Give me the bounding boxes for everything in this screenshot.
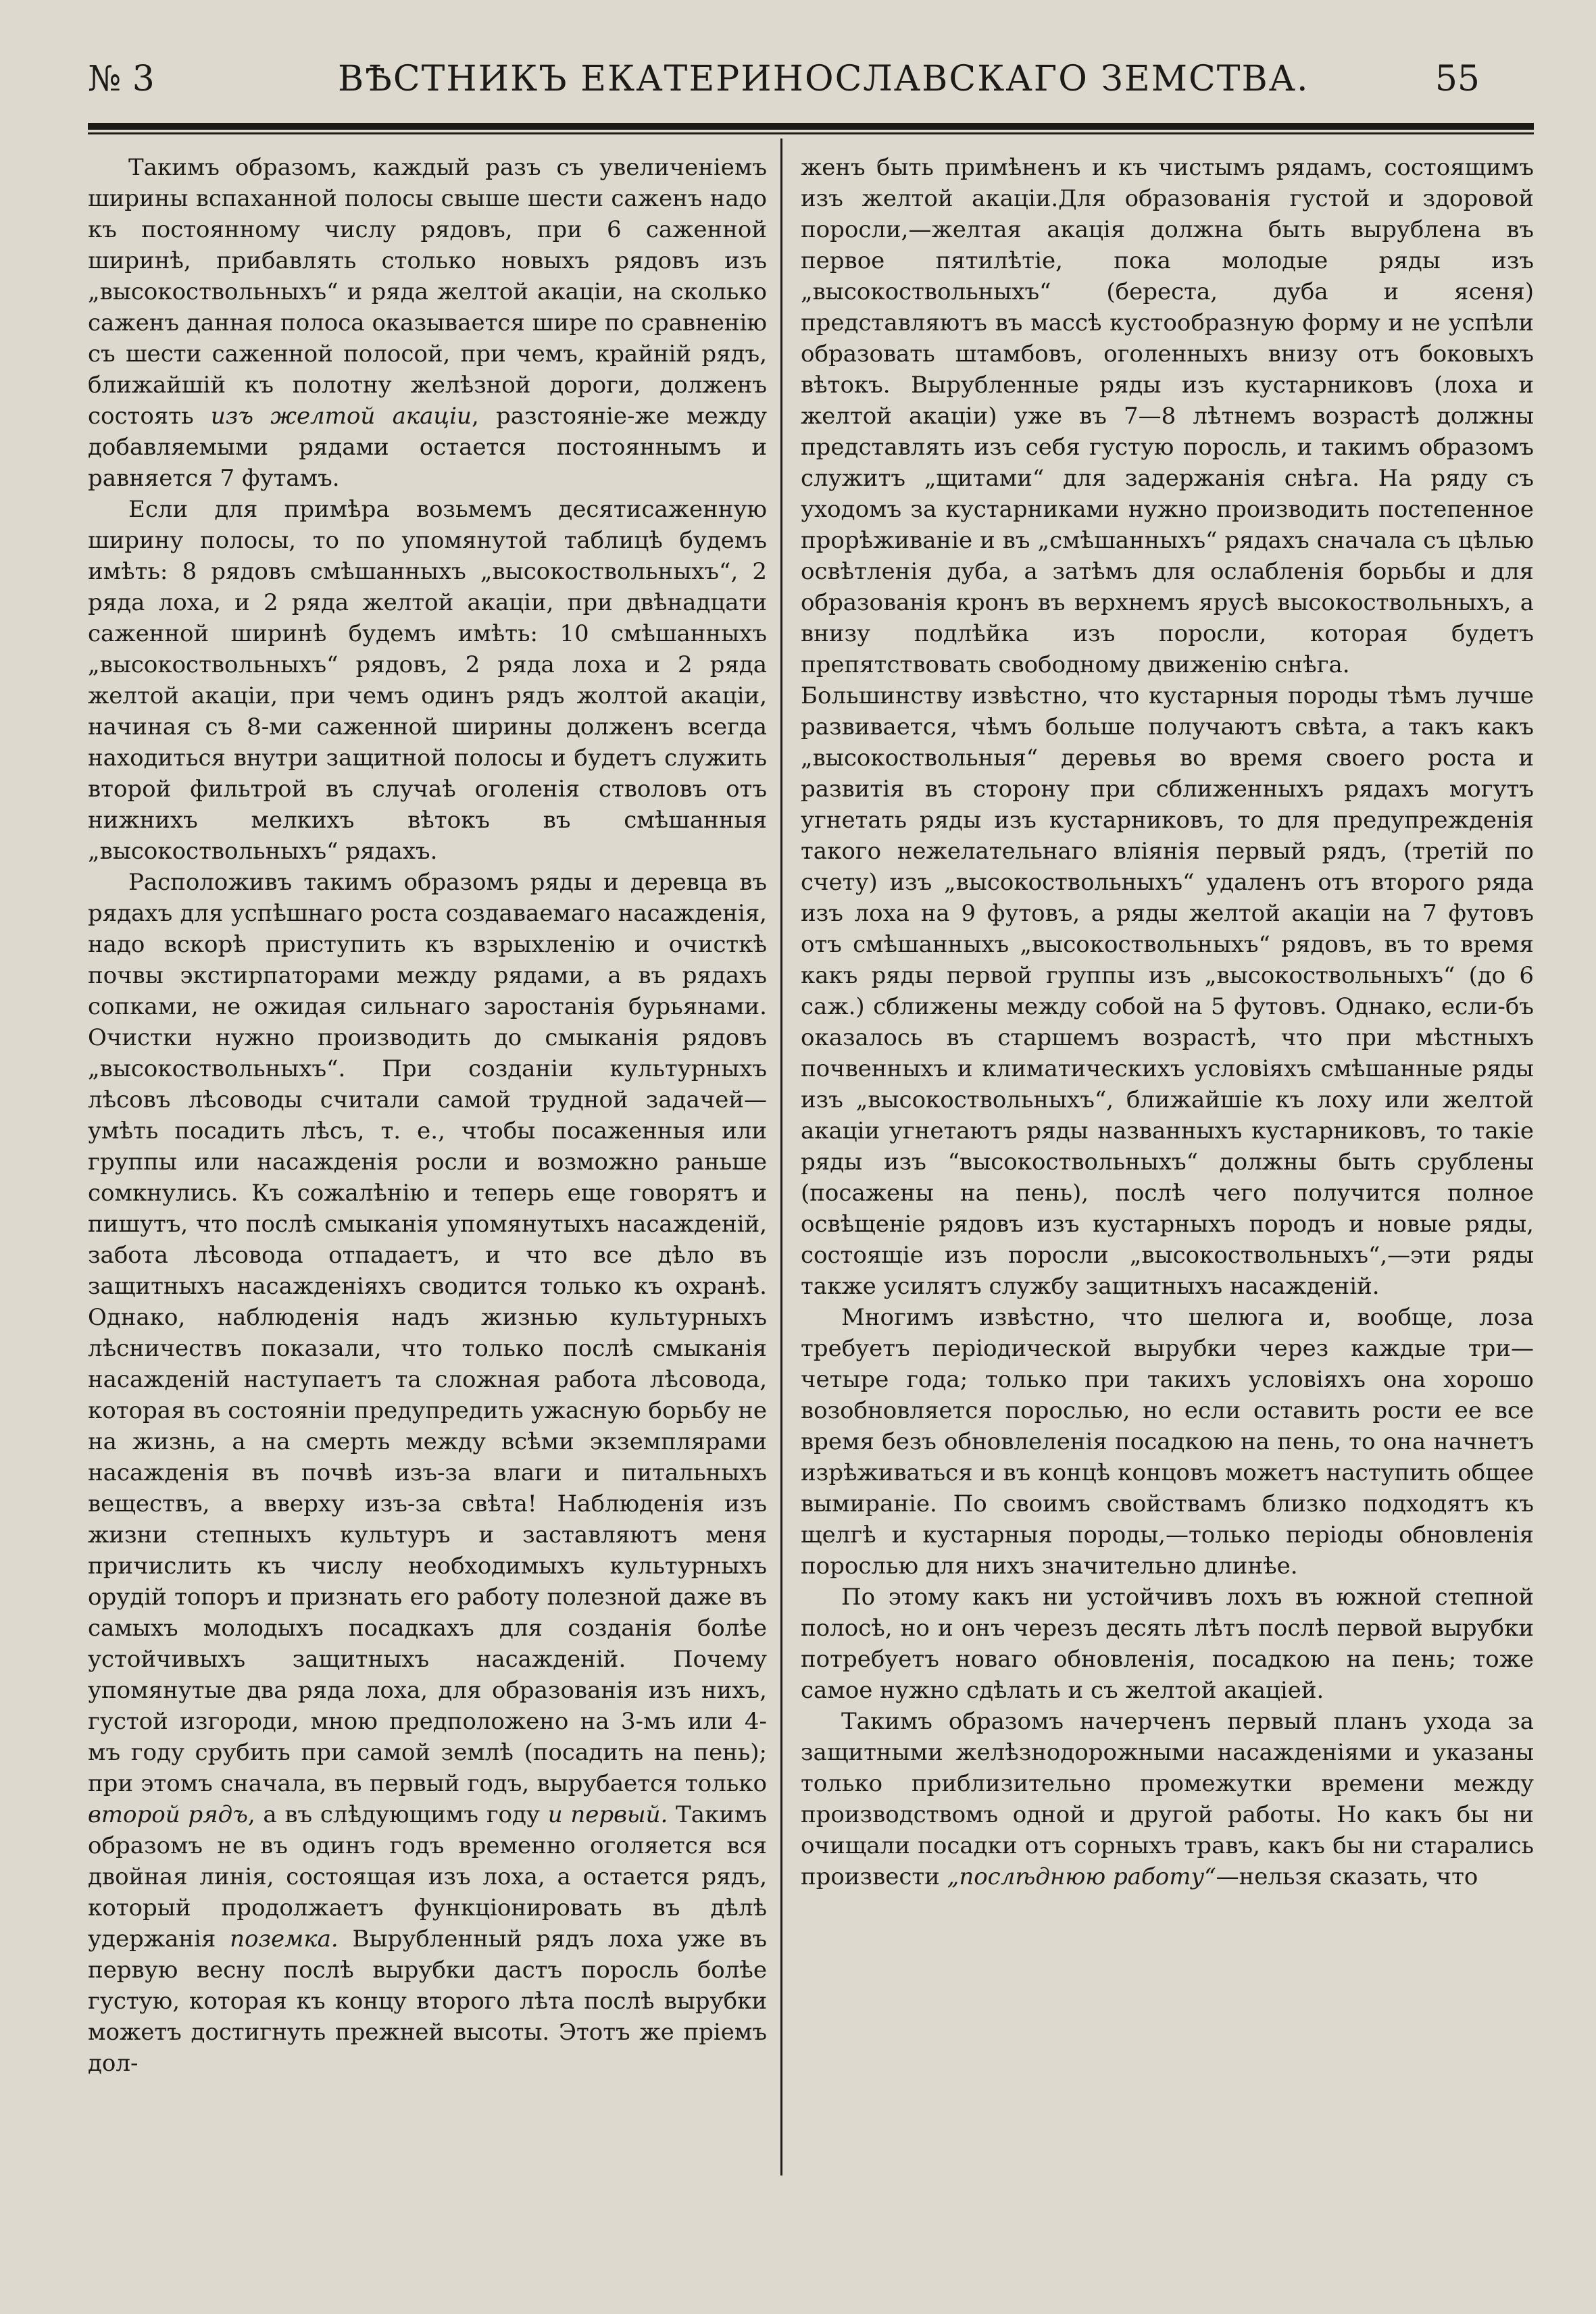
page-header: [88, 55, 1480, 103]
left-paragraph-1: Такимъ образомъ, каждый разъ съ увеличеніемъ ширины вспаханной полосы свыше шести саженъ надо къ постоянному числу рядовъ, при 6 саженной ширинѣ, прибавлять столько новыхъ рядовъ изъ „высокоствольныхъ“ и ряда желтой акаціи, на сколько саженъ данная полоса оказывается шире по сравненію съ шести саженной полосой, при чемъ, крайній рядъ, ближайшій къ полотну желѣзной дороги, долженъ состоять изъ желтой акаціи, разстояніе-же между добавляемыми рядами остается постояннымъ и равняется 7 футамъ.: [88, 154, 768, 492]
journal-title: ВѢСТНИКЪ ЕКАТЕРИНОСЛАВСКАГО ЗЕМСТВА.: [338, 59, 1310, 99]
emphasis-text: и первый.: [547, 1801, 668, 1828]
right-paragraph-4: По этому какъ ни устойчивъ лохъ въ южной степной полосѣ, но и онъ черезъ десять лѣтъ послѣ первой вырубки потребуетъ новаго обновленія, посадкою на пень; тоже самое нужно сдѣлать и съ желтой акаціей.: [801, 1584, 1534, 1704]
right-column: [801, 152, 1534, 1892]
header-rule-thick: [88, 123, 1534, 130]
right-paragraph-1: женъ быть примѣненъ и къ чистымъ рядамъ, состоящимъ изъ желтой акаціи.Для образованія густой и здоровой поросли,—желтая акація должна быть вырублена въ первое пятилѣтіе, пока молодые ряды изъ „высокоствольныхъ“ (береста, дуба и ясеня) представляютъ въ массѣ кустообразную форму и не успѣли образовать штамбовъ, оголенныхъ внизу отъ боковыхъ вѣтокъ. Вырубленные ряды изъ кустарниковъ (лоха и желтой акаціи) уже въ 7—8 лѣтнемъ возрастѣ должны представлять изъ себя густую поросль, и такимъ образомъ служитъ „щитами“ для задержанія снѣга. На ряду съ уходомъ за кустарниками нужно производить постепенное прорѣживаніе и въ „смѣшанныхъ“ рядахъ сначала съ цѣлью освѣтленія дуба, а затѣмъ для ослабленія борьбы и для образованія кронъ въ верхнемъ ярусѣ высокоствольныхъ, а внизу подлѣйка изъ поросли, которая будетъ препятствовать свободному движенію снѣга.: [801, 154, 1534, 678]
emphasis-text: „послѣднюю работу“: [947, 1863, 1216, 1890]
page-number: 55: [1435, 59, 1480, 99]
column-divider: [780, 139, 782, 2175]
right-paragraph-3: Многимъ извѣстно, что шелюга и, вообще, лоза требуетъ періодической вырубки через каждые три—четыре года; только при такихъ условіяхъ она хорошо возобновляется порослью, но если оставить рости ее все время безъ обновлеленія посадкою на пень, то она начнетъ изрѣживаться и въ концѣ концовъ можетъ наступить общее вымираніе. По своимъ свойствамъ близко подходятъ къ щелгѣ и кустарныя породы,—только періоды обновленія порослью для нихъ значительно длинѣе.: [801, 1304, 1534, 1580]
emphasis-text: поземка.: [230, 1926, 339, 1953]
header-rule-thin: [88, 132, 1534, 134]
emphasis-text: изъ желтой акаціи: [210, 403, 472, 430]
left-column: [88, 152, 767, 2079]
left-paragraph-3: Расположивъ такимъ образомъ ряды и деревца въ рядахъ для успѣшнаго роста создаваемаго насажденія, надо вскорѣ приступить къ взрыхленію и очисткѣ почвы экстирпаторами между рядами, а въ рядахъ сопками, не ожидая сильнаго заростанія бурьянами. Очистки нужно производить до смыканія рядовъ „высокоствольныхъ“. При созданіи культурныхъ лѣсовъ лѣсоводы считали самой трудной задачей—умѣть посадить лѣсъ, т. е., чтобы посаженныя или группы или насажденія росли и возможно раньше сомкнулись. Къ сожалѣнію и теперь еще говорятъ и пишутъ, что послѣ смыканія упомянутыхъ насажденій, забота лѣсовода отпадаетъ, и что все дѣло въ защитныхъ насажденіяхъ сводится только къ охранѣ. Однако, наблюденія надъ жизнью культурныхъ лѣсничествъ показали, что только послѣ смыканія насажденій наступаетъ та сложная работа лѣсовода, которая въ состояніи предупредить ужасную борьбу не на жизнь, а на смерть между всѣми экземплярами насажденія въ почвѣ изъ-за влаги и питальныхъ веществъ, а вверху изъ-за свѣта! Наблюденія изъ жизни степныхъ культуръ и заставляютъ меня причислить къ числу необходимыхъ культурныхъ орудій топоръ и признать его работу полезной даже въ самыхъ молодыхъ посадкахъ для созданія болѣе устойчивыхъ защитныхъ насажденій. Почему упомянутые два ряда лоха, для образованія изъ нихъ, густой изгороди, мною предположено на 3-мъ или 4-мъ году срубить при самой землѣ (посадить на пень); при этомъ сначала, въ первый годъ, вырубается только второй рядъ, а въ слѣдующимъ году и первый. Такимъ образомъ не въ одинъ годъ временно оголяется вся двойная линія, состоящая изъ лоха, а остается рядъ, который продолжаетъ функціонировать въ дѣлѣ удержанія поземка. Вырубленный рядъ лоха уже въ первую весну послѣ вырубки дастъ поросль болѣе густую, которая къ концу второго лѣта послѣ вырубки можетъ достигнуть прежней высоты. Этотъ же пріемъ дол-: [88, 869, 768, 2077]
right-paragraph-5: Такимъ образомъ начерченъ первый планъ ухода за защитными желѣзнодорожными насажденіями и указаны только приблизительно промежутки времени между производствомъ одной и другой работы. Но какъ бы ни очищали посадки отъ сорныхъ травъ, какъ бы ни старались произвести „послѣднюю работу“—нельзя сказать, что: [801, 1708, 1534, 1890]
right-paragraph-2: Большинству извѣстно, что кустарныя породы тѣмъ лучше развивается, чѣмъ больше получаютъ свѣта, а такъ какъ „высокоствольныя“ деревья во время своего роста и развитія въ сторону при сближенныхъ рядахъ могутъ угнетать ряды изъ кустарниковъ, то для предупрежденія такого нежелательнаго вліянія первый рядъ, (третій по счету) изъ „высокоствольныхъ“ удаленъ отъ второго ряда изъ лоха на 9 футовъ, а ряды желтой акаціи на 7 футовъ отъ смѣшанныхъ „высокоствольныхъ“ рядовъ, въ то время какъ ряды первой группы изъ „высокоствольныхъ“ (до 6 саж.) сближены между собой на 5 футовъ. Однако, если-бъ оказалось въ старшемъ возрастѣ, что при мѣстныхъ почвенныхъ и климатическихъ условіяхъ смѣшанные ряды изъ „высокоствольныхъ“, ближайшіе къ лоху или желтой акаціи угнетаютъ ряды названныхъ кустарниковъ, то такіе ряды изъ “высокоствольныхъ“ должны быть срублены (посажены на пень), послѣ чего получится полное освѣщеніе рядовъ изъ кустарныхъ породъ и новые ряды, состоящіе изъ поросли „высокоствольныхъ“,—эти ряды также усилятъ службу защитныхъ насажденій.: [801, 682, 1534, 1300]
left-paragraph-2: Если для примѣра возьмемъ десятисаженную ширину полосы, то по упомянутой таблицѣ будемъ имѣть: 8 рядовъ смѣшанныхъ „высокоствольныхъ“, 2 ряда лоха, и 2 ряда желтой акаціи, при двѣнадцати саженной ширинѣ будемъ имѣть: 10 смѣшанныхъ „высокоствольныхъ“ рядовъ, 2 ряда лоха и 2 ряда желтой акаціи, при чемъ одинъ рядъ жолтой акаціи, начиная съ 8-ми саженной ширины долженъ всегда находиться внутри защитной полосы и будетъ служить второй фильтрой въ случаѣ оголенія стволовъ отъ нижнихъ мелкихъ вѣтокъ въ смѣшанныя „высокоствольныхъ“ рядахъ.: [88, 496, 767, 865]
emphasis-text: второй рядъ: [88, 1801, 248, 1828]
issue-number: № 3: [88, 59, 155, 99]
